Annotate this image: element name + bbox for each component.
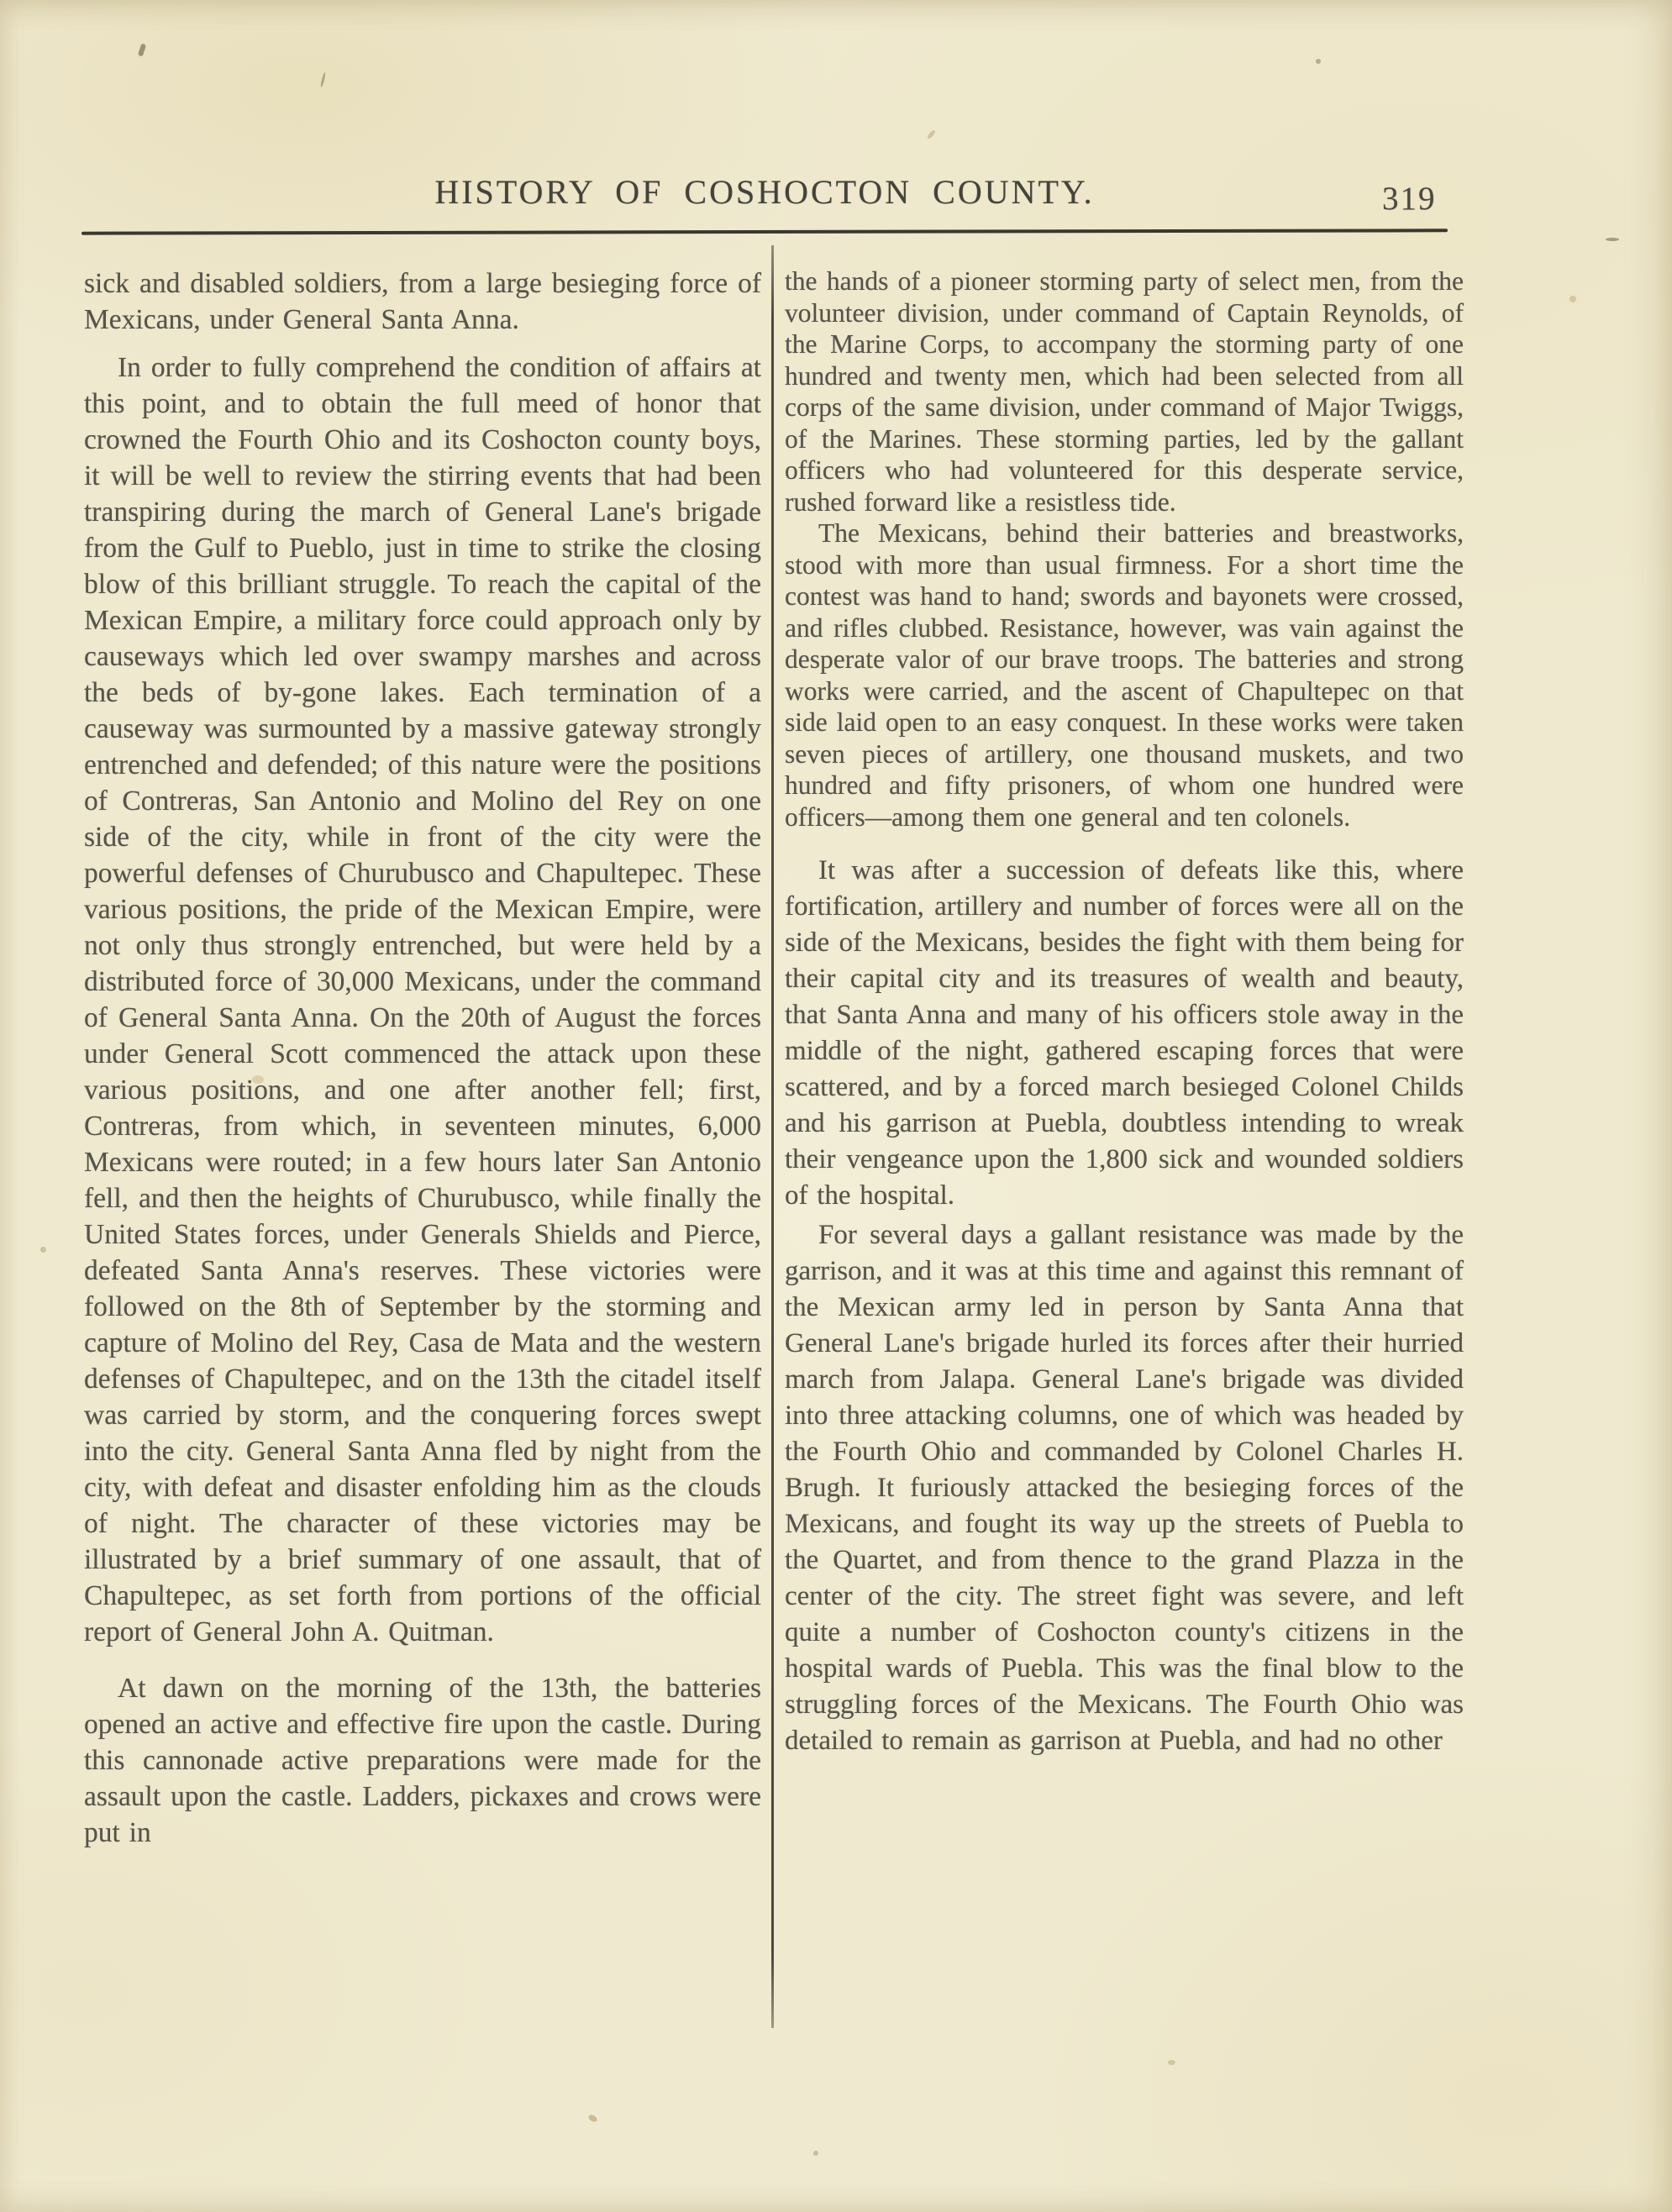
- paragraph: In order to fully comprehend the condition of affairs at this point, and to obtain the full meed of honor that crowned the Fourth Ohio and its Coshocton county boys, it will be well to review the stirring events that had been transpiring during the march of General Lane's brigade from the Gulf to Pueblo, just in time to strike the closing blow of this brilliant struggle. To reach the capital of the Mexican Empire, a military force could approach only by causeways which led over swampy marshes and across the beds of by-gone lakes. Each termination of a causeway was surmounted by a massive gateway strongly entrenched and defended; of this nature were the positions of Contreras, San Antonio and Molino del Rey on one side of the city, while in front of the city were the powerful defenses of Churubusco and Chapultepec. These various positions, the pride of the Mexican Empire, were not only thus strongly entrenched, but were held by a distributed force of 30,000 Mexicans, under the command of General Santa Anna. On the 20th of August the forces under General Scott commenced the attack upon these various positions, and one after another fell; first, Contreras, from which, in seventeen minutes, 6,000 Mexicans were routed; in a few hours later San Antonio fell, and then the heights of Churubusco, while finally the United States forces, under Generals Shields and Pierce, defeated Santa Anna's reserves. These victories were followed on the 8th of September by the storming and capture of Molino del Rey, Casa de Mata and the western defenses of Chapultepec, and on the 13th the citadel itself was carried by storm, and the conquering forces swept into the city. General Santa Anna fled by night from the city, with defeat and disaster enfolding him as the clouds of night. The character of these victories may be illustrated by a brief summary of one assault, that of Chapultepec, as set forth from portions of the official report of General John A. Quitman.: [84, 352, 761, 1647]
- header-rule: [81, 229, 1448, 234]
- right-text-column: [785, 265, 1464, 1759]
- paper-speck: [138, 43, 146, 56]
- paper-speck: [1168, 2060, 1175, 2065]
- paper-speck: [813, 2151, 818, 2156]
- paper-speck: [927, 129, 937, 139]
- paragraph: the hands of a pioneer storming party of select men, from the volunteer division, under command of Captain Reynolds, of the Marine Corps, to accompany the storming party of one hundred and twenty men, which had been selected from all corps of the same division, under command of Major Twiggs, of the Marines. These storming parties, led by the gallant officers who had volunteered for this desperate service, rushed forward like a resistless tide.: [785, 266, 1464, 517]
- paper-speck: [1569, 296, 1576, 302]
- paragraph: The Mexicans, behind their batteries and breastworks, stood with more than usual firmness. For a short time the contest was hand to hand; swords and bayonets were crossed, and rifles clubbed. Resistance, however, was vain against the desperate valor of our brave troops. The batteries and strong works were carried, and the ascent of Chapultepec on that side laid open to an easy conquest. In these works were taken seven pieces of artillery, one thousand muskets, and two hundred and fifty prisoners, of whom one hundred were officers—among them one general and ten colonels.: [785, 518, 1464, 832]
- paper-speck: [40, 1247, 46, 1253]
- column-divider-rule: [771, 245, 774, 2028]
- paper-speck: [1316, 59, 1321, 64]
- paragraph: sick and disabled soldiers, from a large besieging force of Mexicans, under General Santa Anna.: [84, 268, 761, 335]
- paper-speck: [320, 72, 326, 87]
- paragraph: At dawn on the morning of the 13th, the batteries opened an active and effective fire upon the castle. During this cannonade active preparations were made for the assault upon the castle. Ladders, pickaxes and crows were put in: [84, 1673, 761, 1848]
- page-number: 319: [1382, 181, 1437, 217]
- paragraph: It was after a succession of defeats like this, where fortification, artillery and number of forces were all on the side of the Mexicans, besides the fight with them being for their capital city and its treasures of wealth and beauty, that Santa Anna and many of his officers stole away in the middle of the night, gathered escaping forces that were scattered, and by a forced march besieged Colonel Childs and his garrison at Puebla, doubtless intending to wreak their vengeance upon the 1,800 sick and wounded soldiers of the hospital.: [785, 855, 1464, 1211]
- paper-speck: [1606, 238, 1619, 241]
- paragraph: For several days a gallant resistance was made by the garrison, and it was at this time and against this remnant of the Mexican army led in person by Santa Anna that General Lane's brigade hurled its forces after their hurried march from Jalapa. General Lane's brigade was divided into three attacking columns, one of which was headed by the Fourth Ohio and commanded by Colonel Charles H. Brugh. It furiously attacked the besieging forces of the Mexicans, and fought its way up the streets of Puebla to the Quartet, and from thence to the grand Plazza in the center of the city. The street fight was severe, and left quite a number of Coshocton county's citizens in the hospital wards of Puebla. This was the final blow to the struggling forces of the Mexicans. The Fourth Ohio was detailed to remain as garrison at Puebla, and had no other: [785, 1220, 1464, 1756]
- running-header-title: HISTORY OF COSHOCTON COUNTY.: [434, 173, 1095, 211]
- paper-speck: [587, 2114, 598, 2124]
- left-text-column: [84, 265, 761, 1851]
